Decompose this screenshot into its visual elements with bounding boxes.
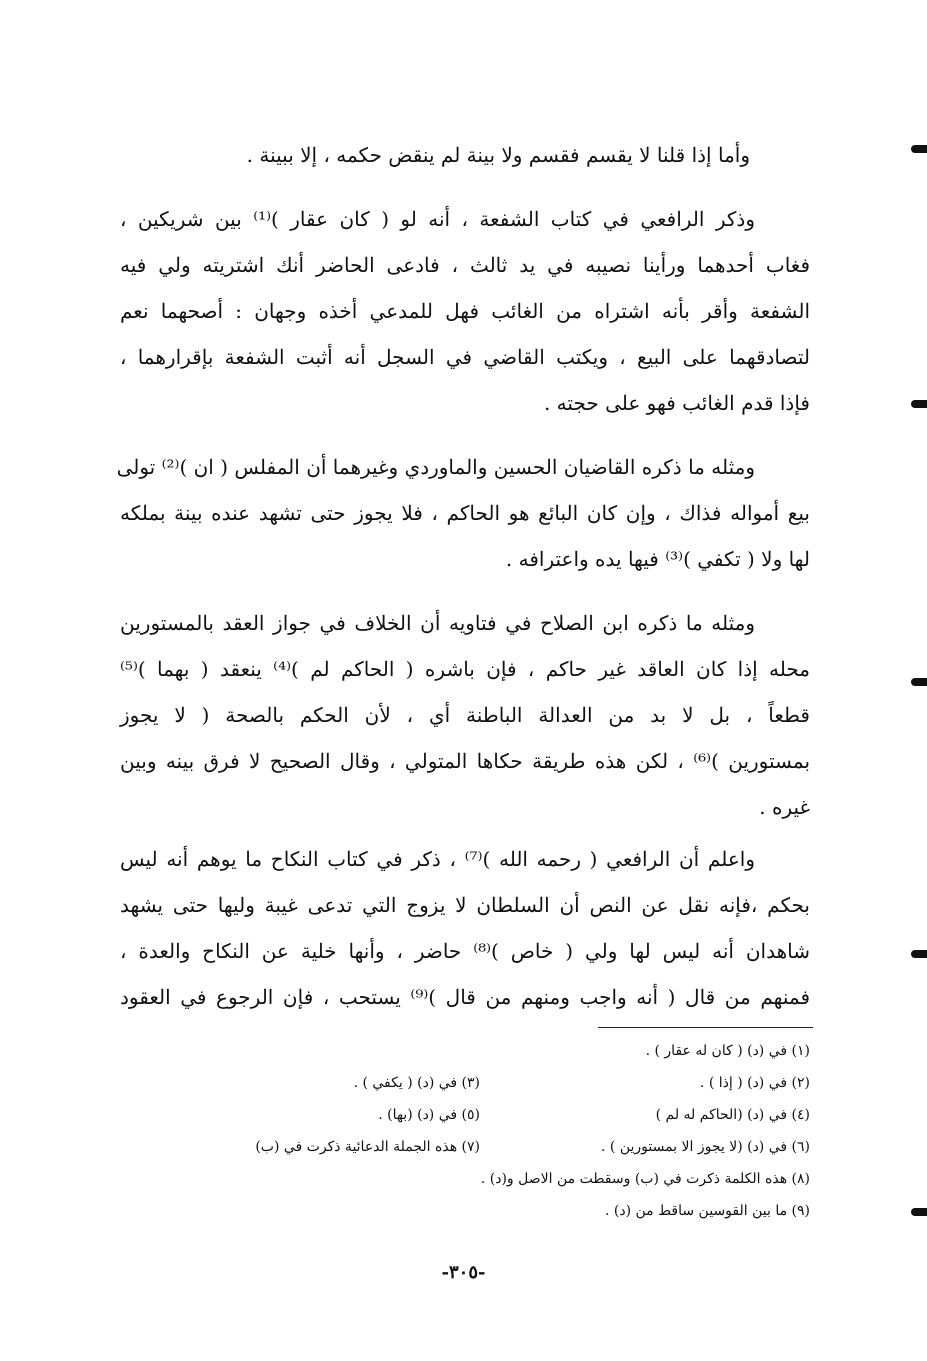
footnote-empty	[180, 1035, 480, 1067]
text-line: لها ولا ( تكفي )⁽³⁾ فيها يده واعترافه .	[505, 547, 810, 571]
footnote-4: (٤) في (د) (الحاكم له لم )	[655, 1107, 810, 1123]
paragraph-5	[120, 836, 810, 1020]
text-line: قطعاً ، بل لا بد من العدالة الباطنة أي ، لأن الحكم بالصحة ( لا يجوز	[120, 703, 810, 727]
footnote-8: (٨) هذه الكلمة ذكرت في (ب) وسقطت من الاصل و(د) .	[480, 1171, 810, 1187]
page-number: -٣٠٥-	[441, 1262, 486, 1283]
paragraph-1	[120, 132, 810, 178]
footnote-6: (٦) في (د) (لا يجوز الا بمستورين ) .	[601, 1139, 810, 1155]
footnote-1: (١) في (د) ( كان له عقار ) .	[645, 1043, 810, 1059]
text-line: بيع أمواله فذاك ، وإن كان البائع هو الحاكم ، فلا يجوز حتى تشهد عنده بينة بملكه	[120, 501, 810, 525]
text-line: واعلم أن الرافعي ( رحمه الله )⁽⁷⁾ ، ذكر في كتاب النكاح ما يوهم أنه ليس	[120, 847, 755, 871]
margin-mark	[911, 400, 927, 408]
margin-mark	[911, 950, 927, 958]
text-line: فإذا قدم الغائب فهو على حجته .	[543, 391, 810, 415]
footnote-row	[180, 1099, 810, 1131]
paragraph-2	[120, 196, 810, 426]
footnote-separator	[598, 1027, 813, 1028]
text-line: لتصادقهما على البيع ، ويكتب القاضي في السجل أنه أثبت الشفعة بإقرارهما ،	[120, 345, 810, 369]
text-line: ومثله ما ذكره ابن الصلاح في فتاويه أن الخلاف في جواز العقد بالمستورين	[120, 611, 755, 635]
footnote-row	[180, 1195, 810, 1227]
text-line: بحكم ،فإنه نقل عن النص أن السلطان لا يزوج التي تدعى غيبة وليها حتى يشهد	[120, 893, 810, 917]
footnotes	[180, 1035, 810, 1227]
text-line: فمنهم من قال ( أنه واجب ومنهم من قال )⁽⁹⁾ يستحب ، فإن الرجوع في العقود	[120, 985, 811, 1009]
text-line: وأما إذا قلنا لا يقسم فقسم ولا بينة لم ينقض حكمه ، إلا ببينة .	[246, 143, 750, 167]
margin-mark	[911, 145, 927, 153]
footnote-7: (٧) هذه الجملة الدعائية ذكرت في (ب)	[255, 1139, 480, 1155]
footnote-5: (٥) في (د) (بها) .	[378, 1107, 480, 1123]
text-line: الشفعة وأقر بأنه اشتراه من الغائب فهل للمدعي أخذه وجهان : أصحهما نعم	[120, 299, 810, 323]
footnote-row	[180, 1035, 810, 1067]
text-line: غيره .	[759, 795, 810, 819]
text-line: فغاب أحدهما ورأينا نصيبه في يد ثالث ، فادعى الحاضر أنك اشتريته ولي فيه	[120, 253, 810, 277]
footnote-9: (٩) ما بين القوسين ساقط من (د) .	[605, 1203, 810, 1219]
footnote-row	[180, 1131, 810, 1163]
text-line: وذكر الرافعي في كتاب الشفعة ، أنه لو ( كان عقار )⁽¹⁾ بين شريكين ،	[120, 207, 755, 231]
footnote-2: (٢) في (د) ( إذا ) .	[699, 1075, 810, 1091]
margin-mark	[911, 1208, 927, 1216]
text-line: شاهدان أنه ليس لها ولي ( خاص )⁽⁸⁾ حاضر ، وأنها خلية عن النكاح والعدة ،	[120, 939, 810, 963]
footnote-row	[180, 1163, 810, 1195]
footnote-3: (٣) في (د) ( يكفي ) .	[353, 1075, 480, 1091]
paragraph-3	[116, 444, 810, 582]
margin-mark	[911, 678, 927, 686]
footnote-row	[180, 1067, 810, 1099]
paragraph-4	[120, 600, 810, 830]
text-line: محله إذا كان العاقد غير حاكم ، فإن باشره ( الحاكم لم )⁽⁴⁾ ينعقد ( بهما )⁽⁵⁾	[120, 657, 811, 681]
text-line: ومثله ما ذكره القاضيان الحسين والماوردي وغيرهما أن المفلس ( ان )⁽²⁾ تولى	[116, 455, 755, 479]
text-line: بمستورين )⁽⁶⁾ ، لكن هذه طريقة حكاها المتولي ، وقال الصحيح لا فرق بينه وبين	[120, 749, 811, 773]
